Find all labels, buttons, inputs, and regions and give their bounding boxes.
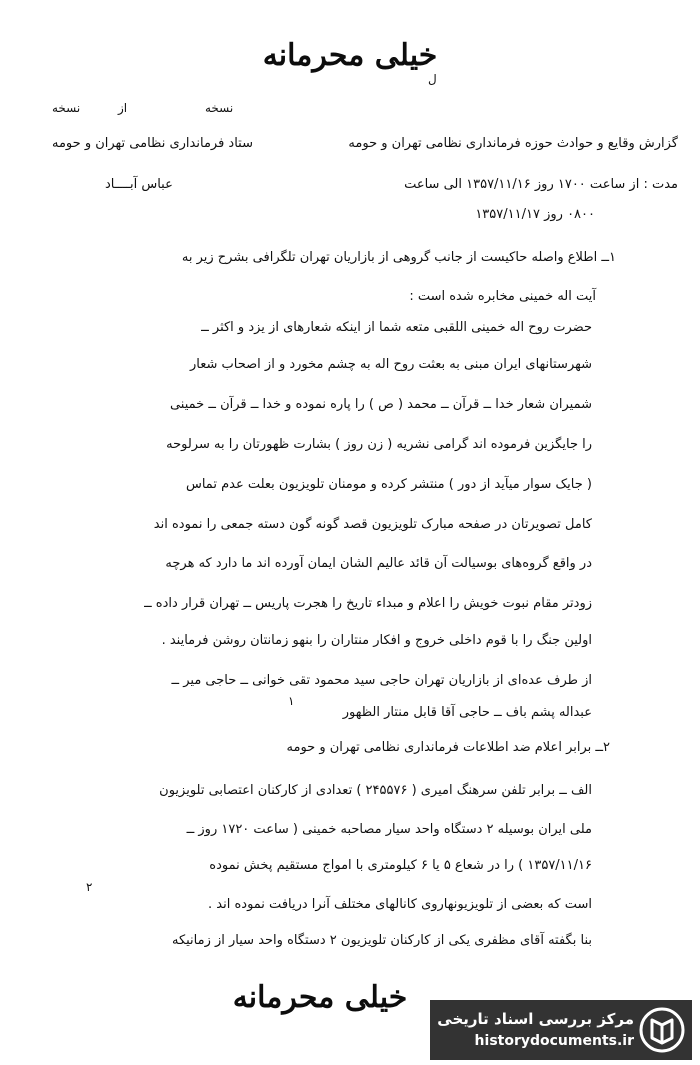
- watermark-en: historydocuments.ir: [474, 1033, 634, 1049]
- copy-of-label: از: [118, 101, 128, 115]
- paragraph-line: کامل تصویرتان در صفحه مبارک تلویزیون قصد گونه گون دسته جمعی را نموده اند: [153, 517, 592, 532]
- paragraph-line: حضرت روح اله خمینی اللقبی متعه شما از اینکه شعارهای از یزد و اکثر ــ: [201, 320, 592, 335]
- paragraph-line: را جایگزین فرموده اند گرامی نشریه ( زن روز ) بشارت ظهورتان را به سرلوحه: [166, 437, 592, 452]
- watermark-fa: مرکز بررسی اسناد تاریخی: [437, 1010, 634, 1028]
- footnote-marker-1: ۱: [288, 694, 295, 708]
- paragraph-line: از طرف عده‌ای از بازاریان تهران حاجی سید محمود تقی خوانی ــ حاجی میر ــ: [171, 673, 592, 688]
- paragraph-line: آیت اله خمینی مخابره شده است :: [409, 289, 596, 304]
- paragraph-line: ۱ــ اطلاع واصله حاکیست از جانب گروهی از بازاریان تهران تلگرافی بشرح زیر به: [181, 250, 616, 265]
- copy-number-label: نسخه: [205, 101, 234, 115]
- paragraph-line: در واقع گروه‌های بوسیالت آن قائد عالیم الشان ایمان آورده اند ما دارد که هرچه: [165, 556, 592, 571]
- paragraph-line: شهرستانهای ایران مبنی به بعثت روح اله به چشم مخورد و از اصحاب شعار: [190, 357, 592, 372]
- report-title: گزارش وقایع و حوادث حوزه فرمانداری نظامی تهران و حومه: [348, 136, 678, 151]
- footnote-marker-2: ۲: [86, 880, 93, 894]
- classification-bottom: خیلی محرمانه: [232, 980, 408, 1015]
- paragraph-line: ۱۳۵۷/۱۱/۱۶ ) را در شعاع ۵ یا ۶ کیلومتری با امواج مستقیم پخش نموده: [209, 858, 592, 873]
- margin-mark: ل: [428, 72, 437, 86]
- period-line-1: مدت : از ساعت ۱۷۰۰ روز ۱۳۵۷/۱۱/۱۶ الی ساعت: [404, 177, 678, 192]
- classification-top: خیلی محرمانه: [262, 38, 438, 73]
- watermark-banner: [430, 1000, 692, 1060]
- paragraph-line: ملی ایران بوسیله ۲ دستگاه واحد سیار مصاحبه خمینی ( ساعت ۱۷۲۰ روز ــ: [186, 822, 592, 837]
- paragraph-line: عبداله پشم باف ــ حاجی آقا قابل منتار الظهور: [342, 705, 592, 720]
- period-line-2: ۰۸۰۰ روز ۱۳۵۷/۱۱/۱۷: [475, 207, 595, 222]
- paragraph-line: ( جایک سوار میآید از دور ) منتشر کرده و مومنان تلویزیون بعلت عدم تماس: [185, 477, 592, 492]
- paragraph-line: بنا بگفته آقای مظفری یکی از کارکنان تلویزیون ۲ دستگاه واحد سیار از زمانیکه: [171, 933, 592, 948]
- paragraph-line: است که بعضی از تلویزیونهاروی کانالهای مختلف آنرا دریافت نموده اند .: [208, 897, 592, 912]
- paragraph-line: اولین جنگ را با قوم داخلی خروج و افکار منتاران را بنهو زمانتان روشن فرمایند .: [161, 633, 592, 648]
- copy-total-label: نسخه: [52, 101, 81, 115]
- paragraph-line: ۲ــ برابر اعلام ضد اطلاعات فرمانداری نظامی تهران و حومه: [286, 740, 610, 755]
- city-label: عباس آبــــاد: [105, 177, 173, 192]
- paragraph-line: الف ــ برابر تلفن سرهنگ امیری ( ۲۴۵۵۷۶ ) تعدادی از کارکنان اعتصابی تلویزیون: [159, 783, 592, 798]
- paragraph-line: زودتر مقام نبوت خویش را اعلام و مبداء تاریخ را هجرت پاریس ــ تهران قرار داده ــ: [144, 596, 592, 611]
- org-header: ستاد فرمانداری نظامی تهران و حومه: [52, 136, 253, 151]
- archive-logo-icon: [638, 1006, 686, 1054]
- paragraph-line: شمیران شعار خدا ــ قرآن ــ محمد ( ص ) را پاره نموده و خدا ــ قرآن ــ خمینی: [169, 397, 592, 412]
